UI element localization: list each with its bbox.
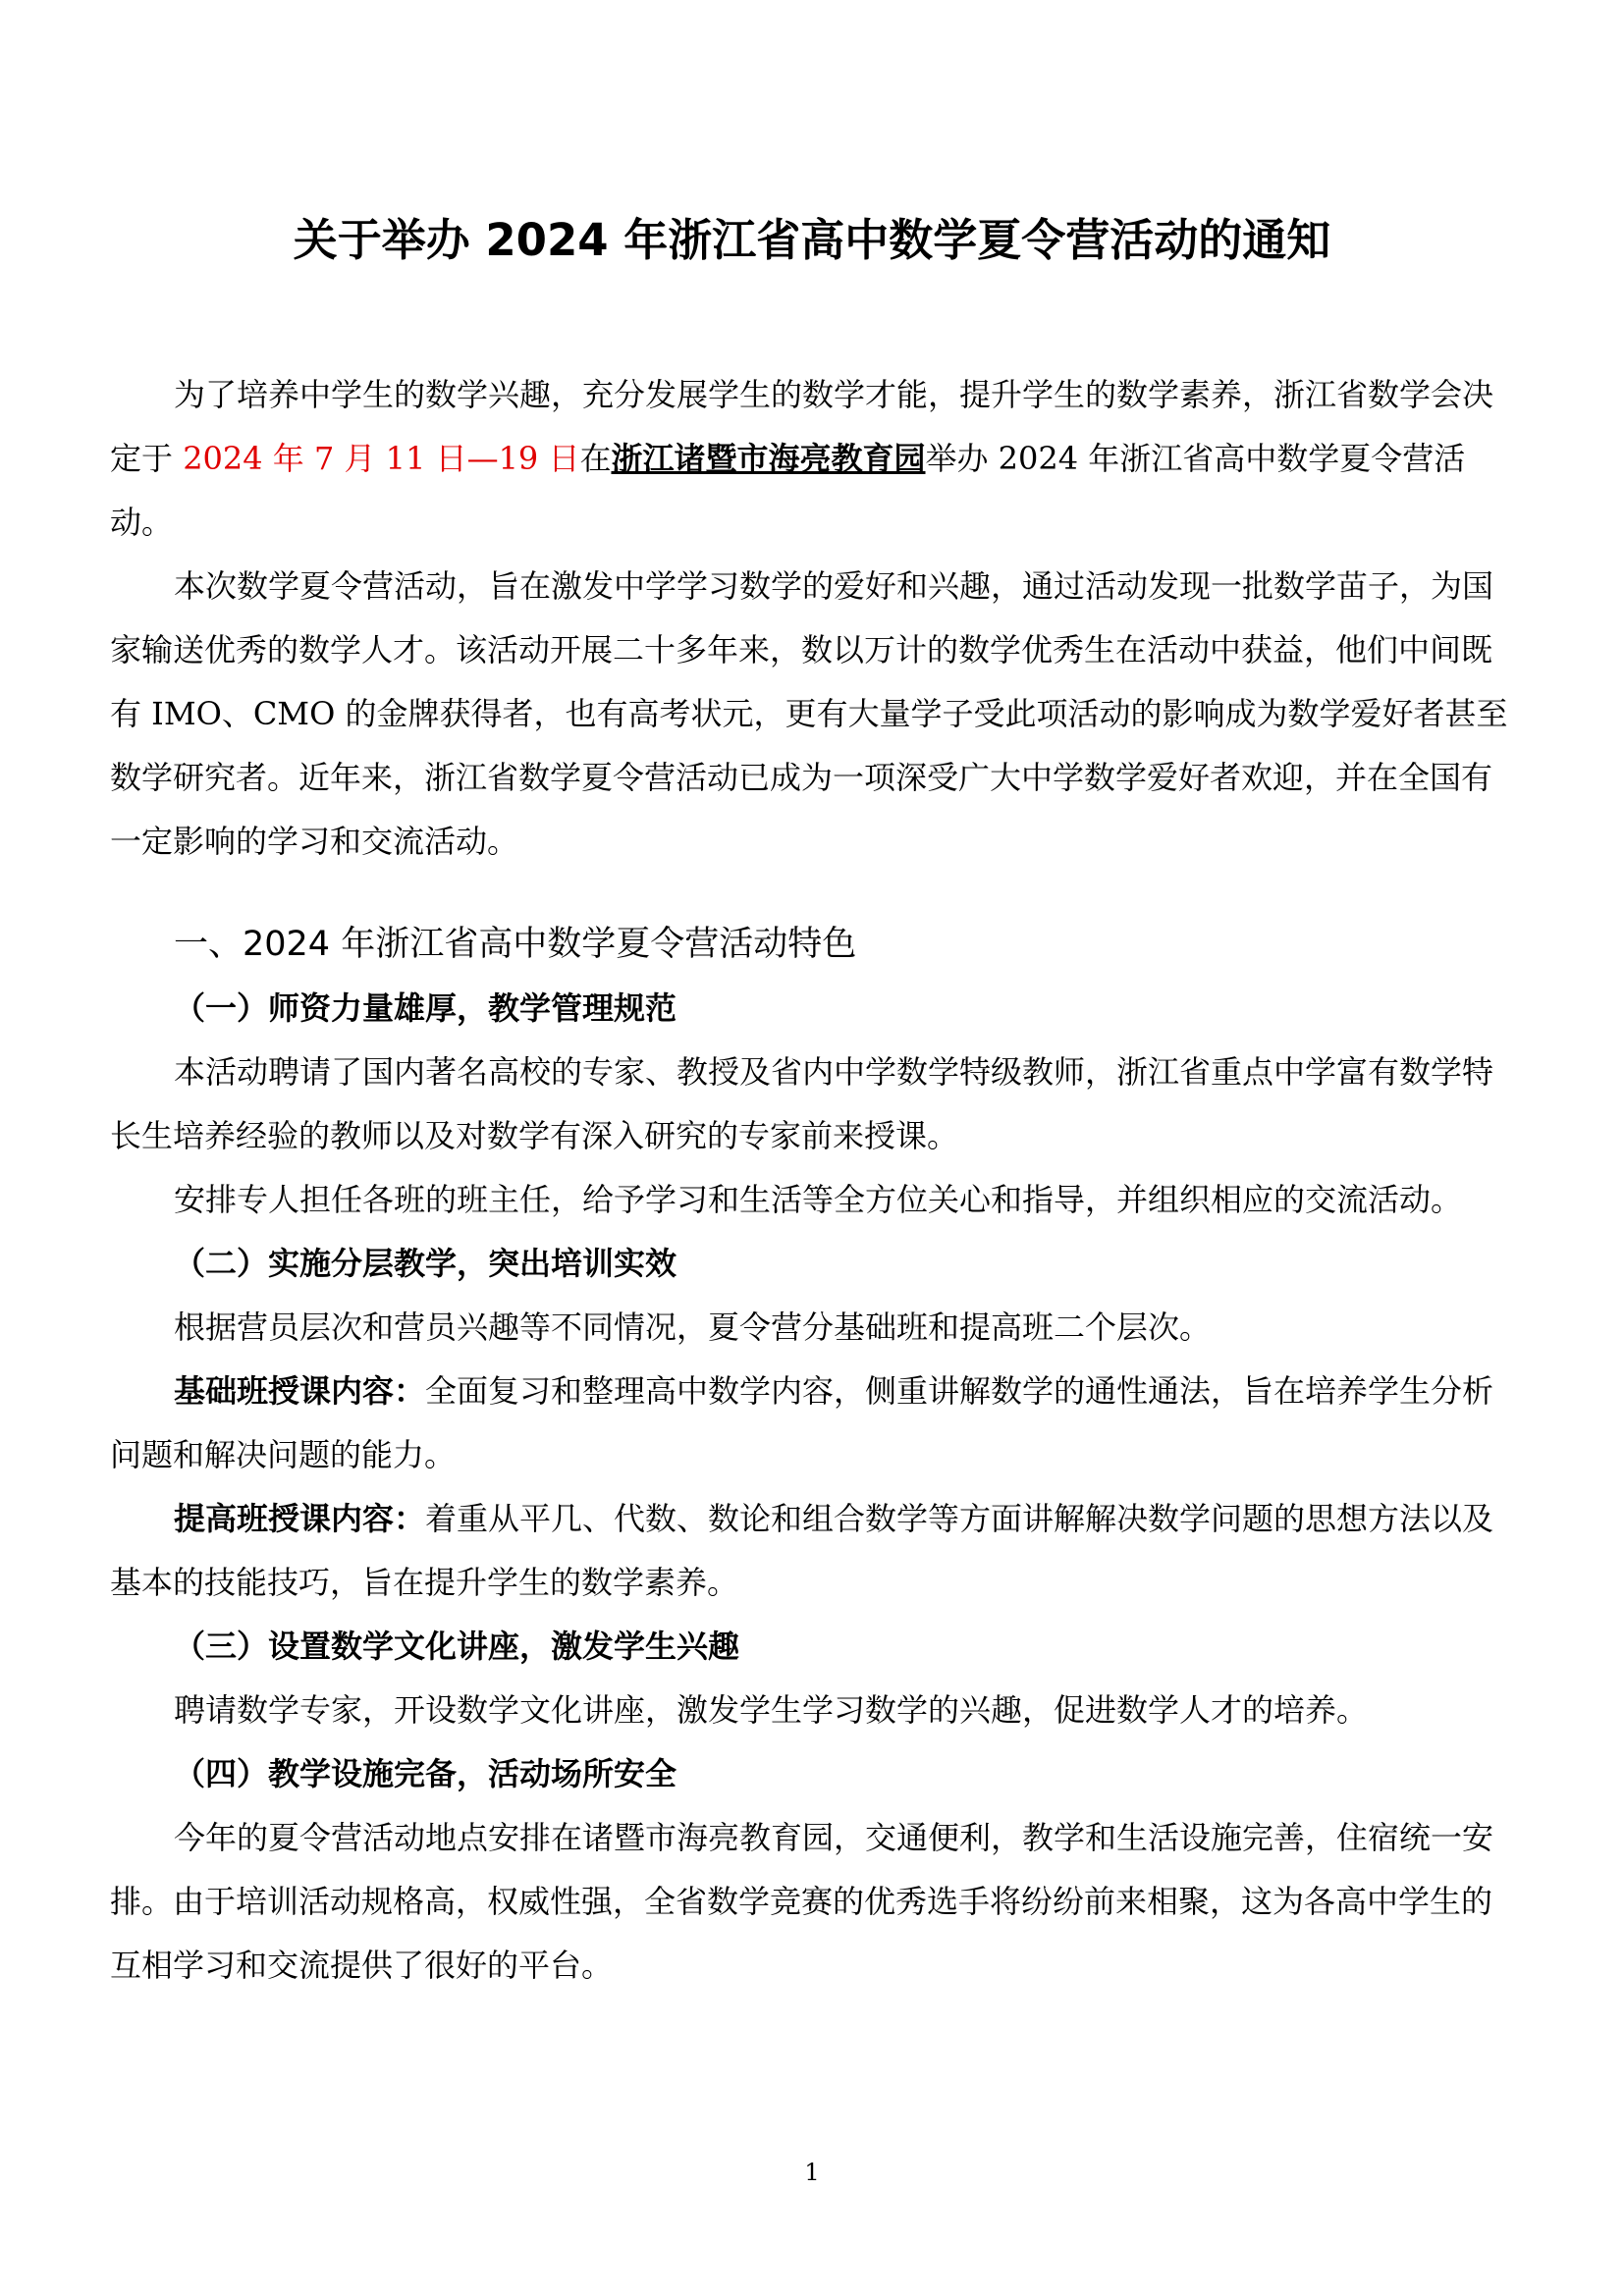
basic-class-text: 全面复习和整理高中数学内容，侧重讲解数学的通性通法，旨在培养学生分析问题和解决问题的能力。 xyxy=(110,1372,1494,1473)
subsection-1-heading: （一）师资力量雄厚，教学管理规范 xyxy=(174,989,677,1027)
advanced-class-paragraph xyxy=(110,1487,1514,1615)
camp-location: 浙江诸暨市海亮教育园 xyxy=(611,440,926,477)
intro-text-before: 为了培养中学生的数学兴趣，充分发展学生的数学才能，提升学生的数学素养，浙江省数学会决定于 xyxy=(110,376,1494,477)
advanced-class-label: 提高班授课内容： xyxy=(174,1500,426,1537)
intro-text-after: 举办 2024 年浙江省高中数学夏令营活动。 xyxy=(110,440,1466,541)
subsection-4-paragraph-1: 今年的夏令营活动地点安排在诸暨市海亮教育园，交通便利，教学和生活设施完善，住宿统一安排。由于培训活动规格高，权威性强，全省数学竞赛的优秀选手将纷纷前来相聚，这为各高中学生的互相学习和交流提供了很好的平台。 xyxy=(110,1819,1494,1984)
subsection-3-paragraph-1: 聘请数学专家，开设数学文化讲座，激发学生学习数学的兴趣，促进数学人才的培养。 xyxy=(174,1691,1369,1729)
basic-class-paragraph xyxy=(110,1360,1514,1487)
basic-class-label: 基础班授课内容： xyxy=(174,1372,426,1410)
camp-dates: 2024 年 7 月 11 日—19 日 xyxy=(183,440,580,477)
intro-paragraph-1 xyxy=(110,363,1514,555)
subsection-3-heading: （三）设置数学文化讲座，激发学生兴趣 xyxy=(174,1628,740,1665)
page-number: 1 xyxy=(804,2159,820,2186)
subsection-4-heading: （四）教学设施完备，活动场所安全 xyxy=(174,1755,677,1792)
subsection-2-heading: （二）实施分层教学，突出培训实效 xyxy=(174,1245,677,1282)
intro-text-mid: 在 xyxy=(579,440,612,477)
document-body xyxy=(110,363,1514,1998)
subsection-2-paragraph-1: 根据营员层次和营员兴趣等不同情况，夏令营分基础班和提高班二个层次。 xyxy=(174,1308,1212,1346)
subsection-1-paragraph-1: 本活动聘请了国内著名高校的专家、教授及省内中学数学特级教师，浙江省重点中学富有数学特长生培养经验的教师以及对数学有深入研究的专家前来授课。 xyxy=(110,1053,1494,1154)
document-title: 关于举办 2024 年浙江省高中数学夏令营活动的通知 xyxy=(293,214,1331,266)
subsection-1-paragraph-2: 安排专人担任各班的班主任，给予学习和生活等全方位关心和指导，并组织相应的交流活动。 xyxy=(174,1181,1463,1218)
intro-paragraph-2: 本次数学夏令营活动，旨在激发中学学习数学的爱好和兴趣，通过活动发现一批数学苗子，为国家输送优秀的数学人才。该活动开展二十多年来，数以万计的数学优秀生在活动中获益，他们中间既有 IMO、CMO 的金牌获得者，也有高考状元，更有大量学子受此项活动的影响成为数学爱好者甚至数学研究者。近年来，浙江省数学夏令营活动已成为一项深受广大中学数学爱好者欢迎，并在全国有一定影响的学习和交流活动。 xyxy=(110,567,1508,860)
advanced-class-text: 着重从平几、代数、数论和组合数学等方面讲解解决数学问题的思想方法以及基本的技能技巧，旨在提升学生的数学素养。 xyxy=(110,1500,1494,1601)
section-1-heading: 一、2024 年浙江省高中数学夏令营活动特色 xyxy=(174,925,857,964)
